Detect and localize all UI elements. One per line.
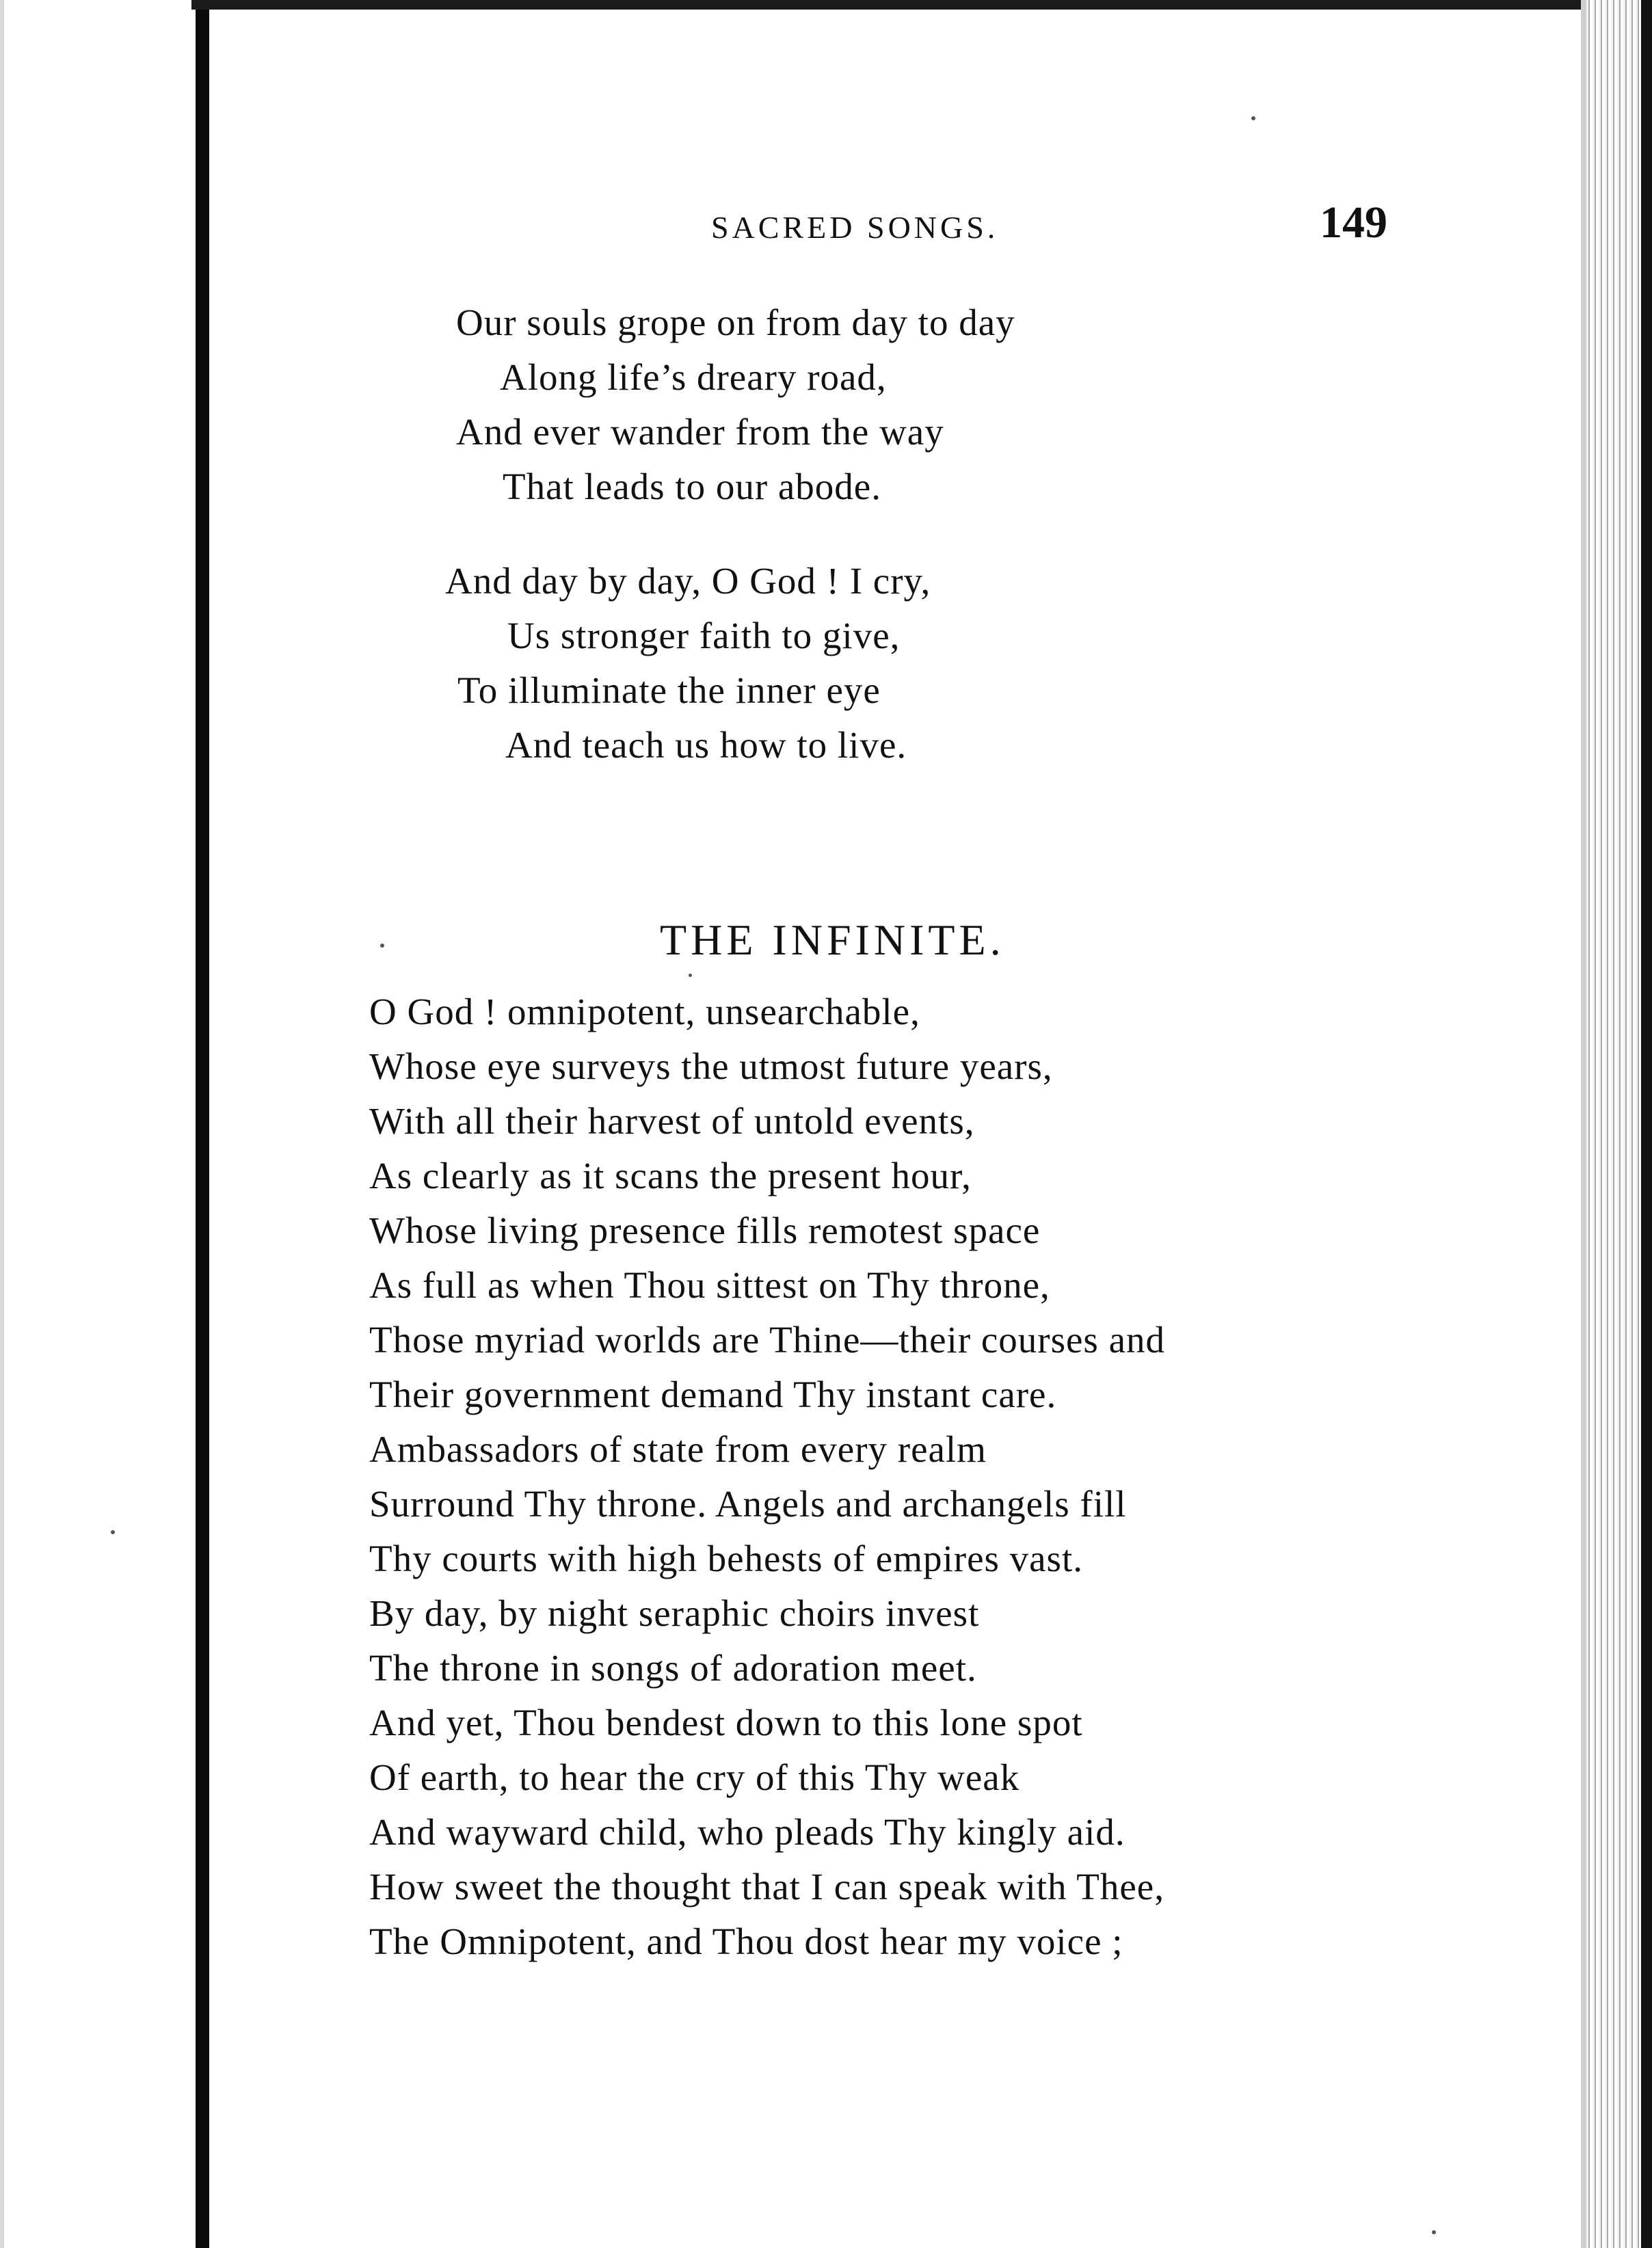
running-head: SACRED SONGS. [711, 210, 999, 245]
verse-line: And teach us how to live. [505, 724, 907, 766]
print-speck [1251, 116, 1255, 120]
verse-line: Us stronger faith to give, [507, 615, 901, 656]
verse-line: As clearly as it scans the present hour, [369, 1155, 972, 1196]
verse-line: And day by day, O God ! I cry, [445, 560, 931, 602]
verse-line: As full as when Thou sittest on Thy throne, [369, 1264, 1050, 1306]
verse-line: Ambassadors of state from every realm [369, 1428, 987, 1470]
verse-line: Surround Thy throne. Angels and archangels fill [369, 1483, 1127, 1525]
verse-line: To illuminate the inner eye [457, 669, 881, 711]
poem-title: THE INFINITE. [660, 915, 1005, 964]
verse-line: Those myriad worlds are Thine—their courses and [369, 1319, 1165, 1361]
verse-line: Thy courts with high behests of empires vast. [369, 1538, 1083, 1579]
print-speck [689, 974, 692, 977]
verse-line: And ever wander from the way [456, 411, 944, 453]
verse-line: The Omnipotent, and Thou dost hear my voice ; [369, 1921, 1123, 1962]
left-facing-page-margin [0, 0, 202, 2248]
print-speck [380, 944, 384, 948]
left-edge-shadow [0, 0, 4, 2248]
verse-line: With all their harvest of untold events, [369, 1100, 975, 1142]
verse-line: And yet, Thou bendest down to this lone spot [369, 1702, 1083, 1743]
verse-line: And wayward child, who pleads Thy kingly aid. [369, 1811, 1125, 1853]
verse-line: O God ! omnipotent, unsearchable, [369, 991, 920, 1032]
verse-line: That leads to our abode. [503, 466, 881, 507]
page-number: 149 [1320, 198, 1387, 247]
verse-line: Along life’s dreary road, [500, 356, 887, 398]
page-stack-outer-edge [1641, 0, 1652, 2248]
verse-line: Our souls grope on from day to day [456, 302, 1015, 343]
print-speck [111, 1530, 115, 1534]
verse-line: By day, by night seraphic choirs invest [369, 1592, 980, 1634]
verse-line: Whose eye surveys the utmost future years, [369, 1045, 1053, 1087]
verse-line: Whose living presence fills remotest space [369, 1209, 1041, 1251]
page-stack-inner-edge [1581, 0, 1586, 2248]
verse-line: Of earth, to hear the cry of this Thy weak [369, 1756, 1020, 1798]
print-speck [1432, 2230, 1436, 2234]
verse-line: The throne in songs of adoration meet. [369, 1647, 977, 1689]
book-spine-gutter [196, 0, 209, 2248]
verse-line: How sweet the thought that I can speak with Thee, [369, 1866, 1164, 1908]
page-top-edge [191, 0, 1597, 10]
verse-line: Their government demand Thy instant care. [369, 1374, 1057, 1415]
